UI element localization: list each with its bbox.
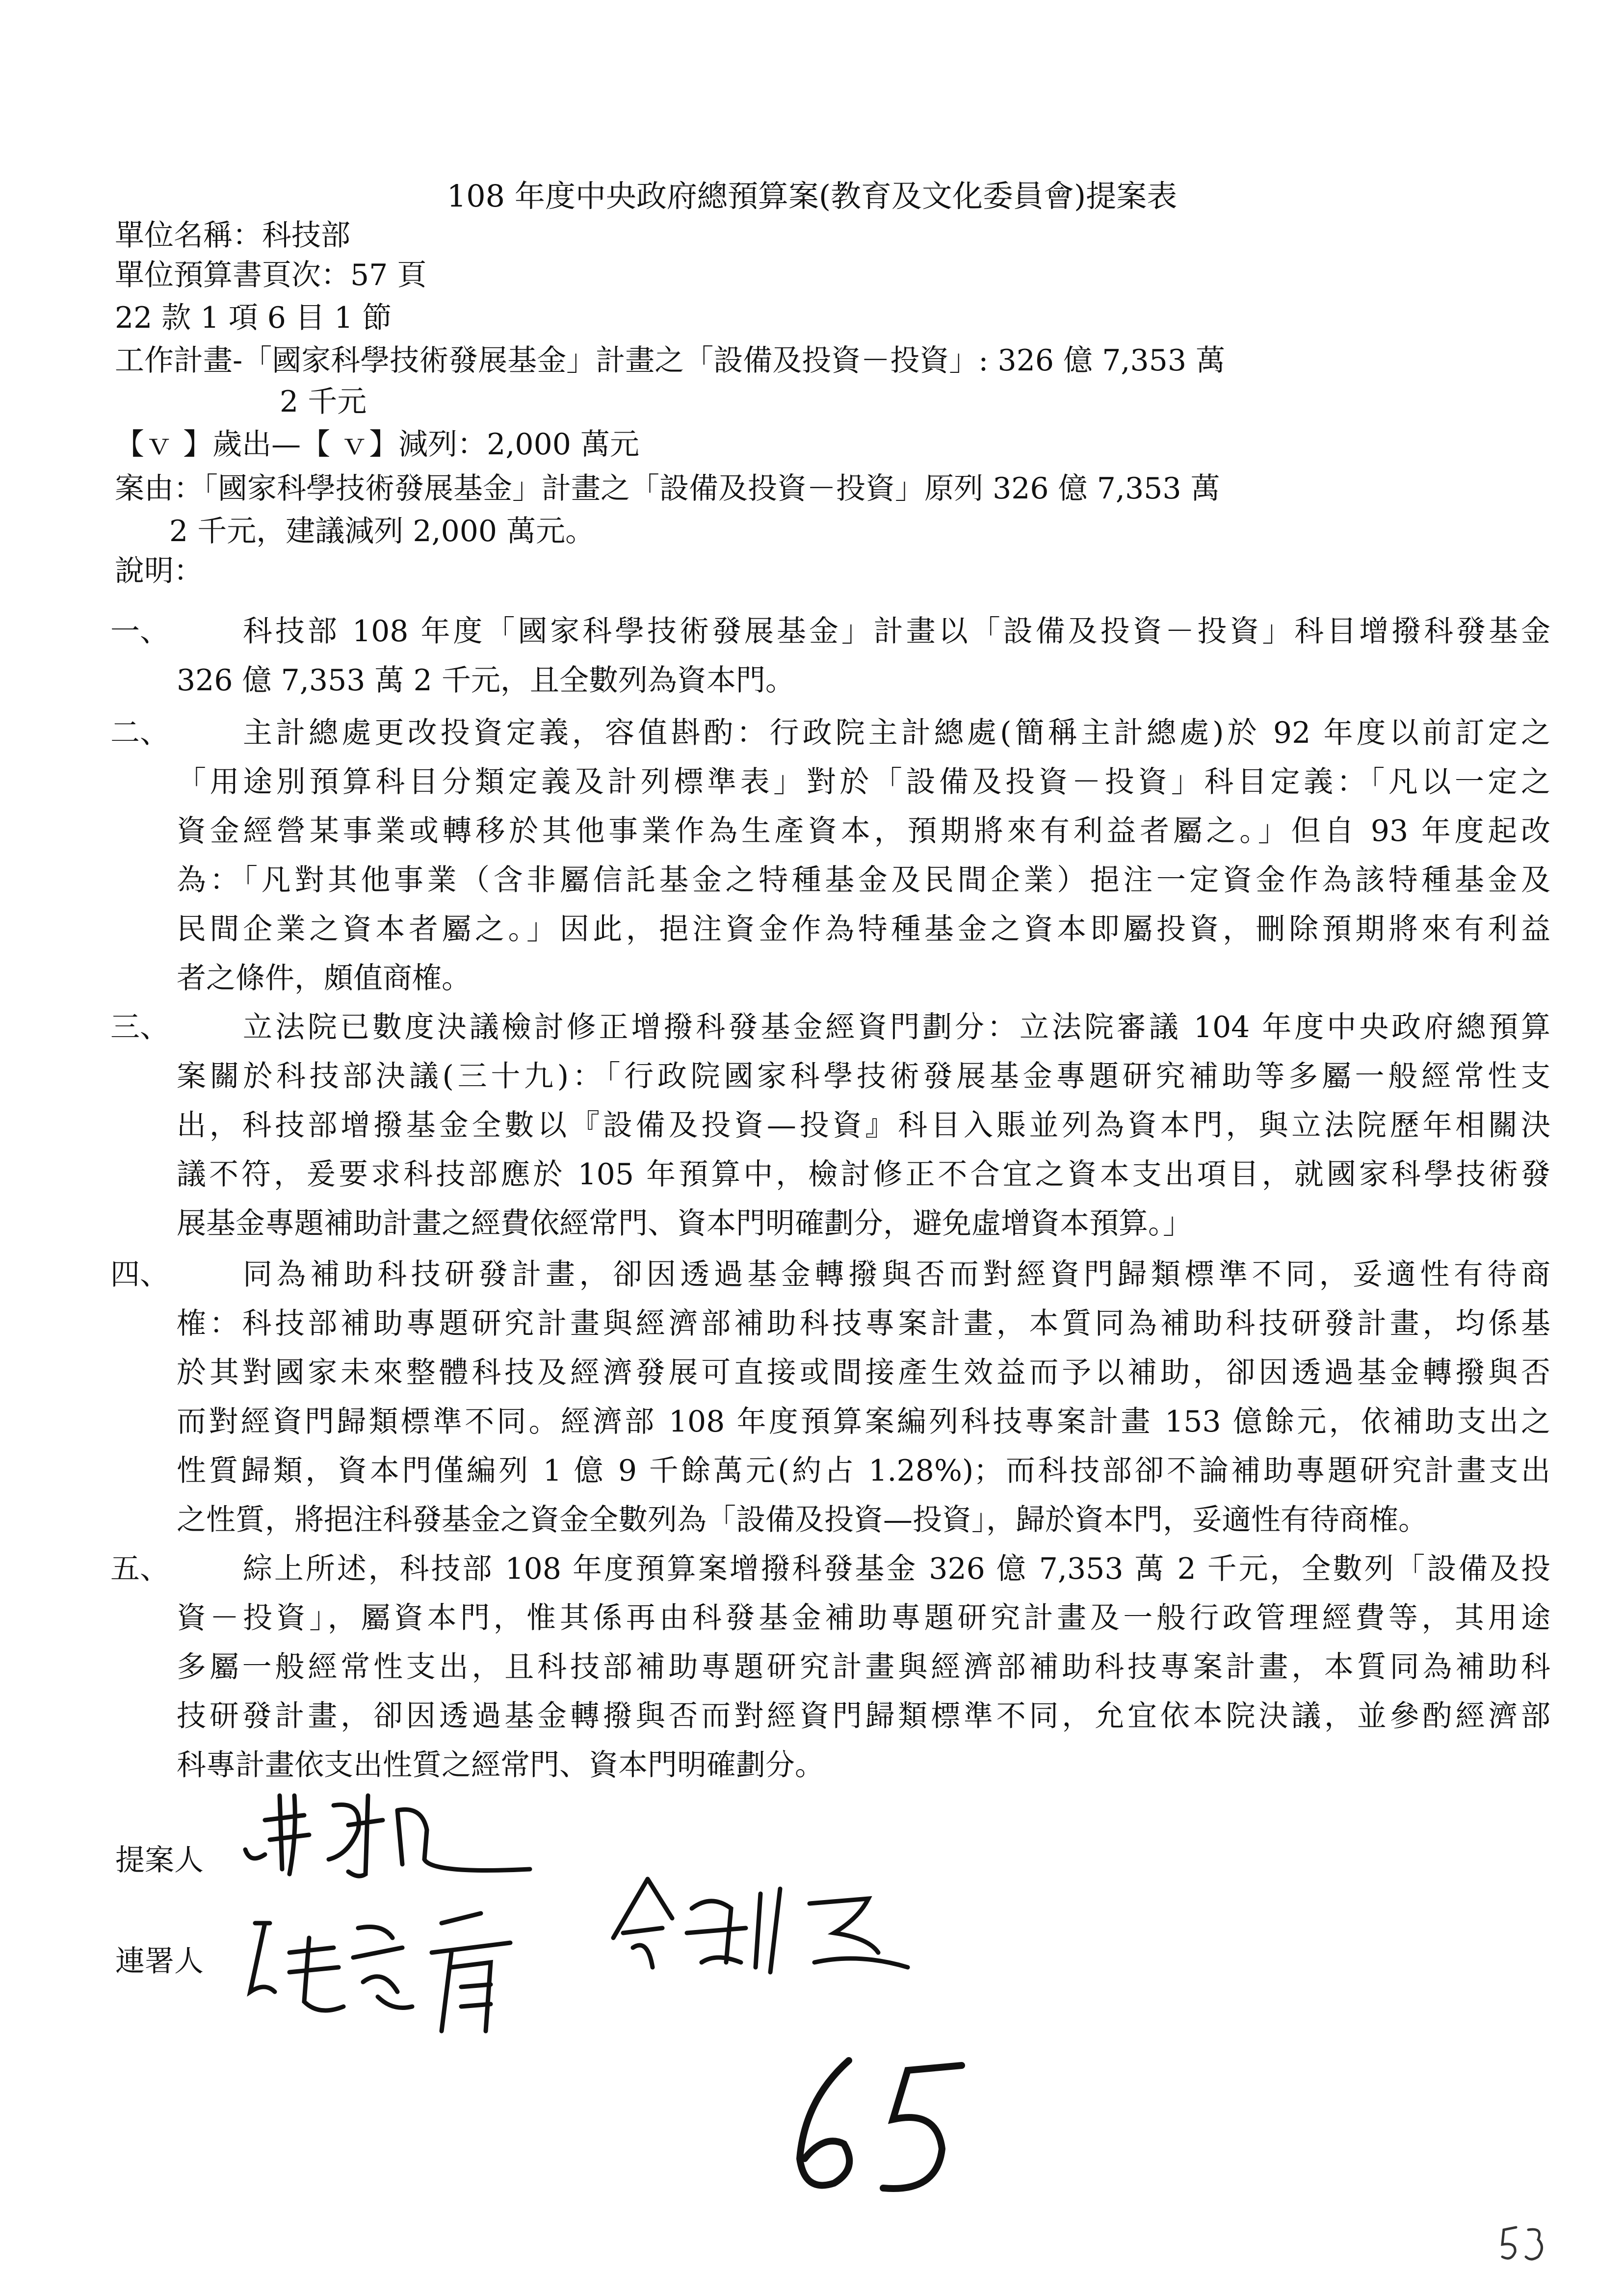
explanation-label: 說明： <box>115 554 203 588</box>
explanation-paragraph <box>177 1250 1550 1544</box>
paragraph-line: 議不符，爰要求科技部應於 105 年預算中，檢討修正不合宜之資本支出項目，就國家科學技術發 <box>177 1157 1550 1192</box>
explanation-paragraph <box>177 708 1550 1003</box>
paragraph-line: 資－投資」，屬資本門，惟其係再由科發基金補助專題研究計畫及一般行政管理經費等，其用途 <box>177 1601 1550 1635</box>
paragraph-line: 同為補助科技研發計畫，卻因透過基金轉撥與否而對經資門歸類標準不同，妥適性有待商 <box>243 1257 1550 1292</box>
item-number: 三、 <box>110 1010 169 1044</box>
paragraph-line: 出，科技部增撥基金全數以『設備及投資—投資』科目入賬並列為資本門，與立法院歷年相關決 <box>177 1108 1550 1143</box>
paragraph-line: 案關於科技部決議(三十九)：「行政院國家科學技術發展基金專題研究補助等多屬一般經常性支 <box>177 1059 1550 1094</box>
action-line: 【ｖ 】歲出—【 ｖ】減列：2,000 萬元 <box>115 427 639 462</box>
document-title: 108 年度中央政府總預算案(教育及文化委員會)提案表 <box>446 178 1178 214</box>
reason: 案由：「國家科學技術發展基金」計畫之「設備及投資－投資」原列 326 億 7,353 萬 <box>115 471 1220 506</box>
item-number: 二、 <box>110 716 169 750</box>
paragraph-line: 科專計畫依支出性質之經常門、資本門明確劃分。 <box>177 1748 824 1782</box>
paragraph-line: 為：「凡對其他事業（含非屬信託基金之特種基金及民間企業）挹注一定資金作為該特種基金及 <box>177 863 1550 897</box>
explanation-paragraph <box>177 1003 1550 1248</box>
explanation-paragraph <box>177 1544 1550 1790</box>
corner-page-mark <box>1496 2222 1555 2267</box>
paragraph-line: 綜上所述，科技部 108 年度預算案增撥科發基金 326 億 7,353 萬 2 千元，全數列「設備及投 <box>243 1552 1550 1586</box>
unit-name: 單位名稱：科技部 <box>115 218 350 253</box>
paragraph-line: 科技部 108 年度「國家科學技術發展基金」計畫以「設備及投資－投資」科目增撥科發基金 <box>243 614 1550 649</box>
cosigner-label: 連署人 <box>115 1944 204 1979</box>
paragraph-line: 展基金專題補助計畫之經費依經常門、資本門明確劃分，避免虛增資本預算。」 <box>177 1206 1192 1241</box>
paragraph-line: 榷：科技部補助專題研究計畫與經濟部補助科技專案計畫，本質同為補助科技研發計畫，均係基 <box>177 1306 1550 1341</box>
cosigner-signature-1 <box>236 1894 554 2041</box>
work-plan-continued: 2 千元 <box>280 385 367 419</box>
paragraph-line: 性質歸類，資本門僅編列 1 億 9 千餘萬元(約占 1.28%)；而科技部卻不論補助專題研究計畫支出 <box>177 1454 1550 1488</box>
paragraph-line: 主計總處更改投資定義，容值斟酌：行政院主計總處(簡稱主計總處)於 92 年度以前訂定之 <box>243 716 1550 750</box>
paragraph-line: 民間企業之資本者屬之。」因此，挹注資金作為特種基金之資本即屬投資，刪除預期將來有利益 <box>177 912 1550 946</box>
paragraph-line: 技研發計畫，卻因透過基金轉撥與否而對經資門歸類標準不同，允宜依本院決議，並參酌經濟部 <box>177 1699 1550 1733</box>
cosigner-signature-2 <box>603 1864 922 1982</box>
item-number: 五、 <box>110 1552 169 1586</box>
item-number: 一、 <box>110 614 169 649</box>
paragraph-line: 多屬一般經常性支出，且科技部補助專題研究計畫與經濟部補助科技專案計畫，本質同為補助科 <box>177 1650 1550 1684</box>
paragraph-line: 326 億 7,353 萬 2 千元，且全數列為資本門。 <box>177 663 795 698</box>
work-plan: 工作計畫-「國家科學技術發展基金」計畫之「設備及投資－投資」: 326 億 7,353 萬 <box>115 343 1226 378</box>
explanation-paragraph <box>177 607 1550 705</box>
paragraph-line: 者之條件，頗值商榷。 <box>177 961 471 995</box>
reason-continued: 2 千元，建議減列 2,000 萬元。 <box>169 514 595 548</box>
proposer-label: 提案人 <box>115 1843 204 1878</box>
paragraph-line: 立法院已數度決議檢討修正增撥科發基金經資門劃分：立法院審議 104 年度中央政府總預算 <box>243 1010 1550 1044</box>
proposer-signature <box>236 1776 540 1889</box>
paragraph-line: 而對經資門歸類標準不同。經濟部 108 年度預算案編列科技專案計畫 153 億餘元，依補助支出之 <box>177 1405 1550 1439</box>
budget-page: 單位預算書頁次：57 頁 <box>115 258 427 292</box>
paragraph-line: 之性質，將挹注科發基金之資金全數列為「設備及投資—投資」，歸於資本門，妥適性有待商榷。 <box>177 1503 1428 1537</box>
paragraph-line: 於其對國家未來整體科技及經濟發展可直接或間接產生效益而予以補助，卻因透過基金轉撥與否 <box>177 1356 1550 1390</box>
handwritten-page-number <box>775 2051 981 2208</box>
paragraph-line: 資金經營某事業或轉移於其他事業作為生產資本，預期將來有利益者屬之。」但自 93 年度起改 <box>177 814 1550 848</box>
budget-section: 22 款 1 項 6 目 1 節 <box>115 301 392 335</box>
paragraph-line: 「用途別預算科目分類定義及計列標準表」對於「設備及投資－投資」科目定義：「凡以一定之 <box>177 765 1550 799</box>
item-number: 四、 <box>110 1257 169 1292</box>
